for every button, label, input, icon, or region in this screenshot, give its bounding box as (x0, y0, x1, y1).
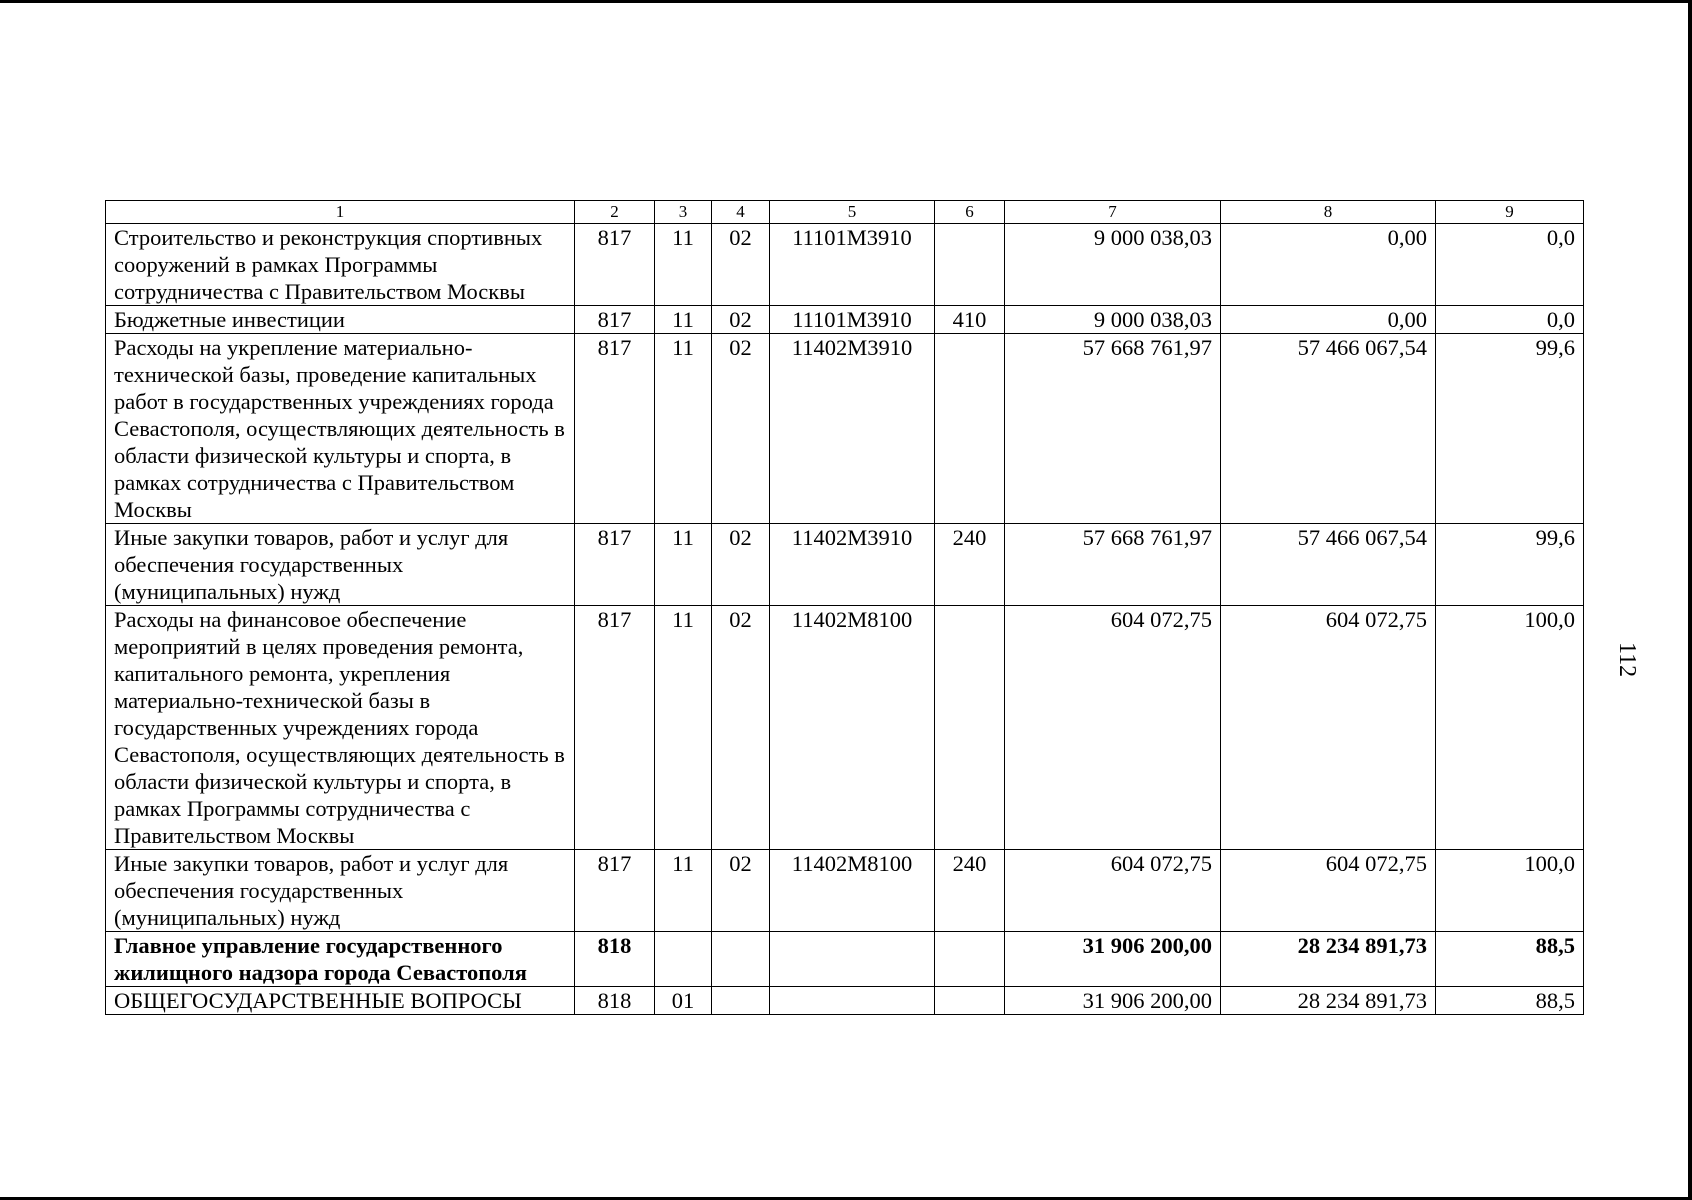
row-target-article-cell: 11402М3910 (770, 334, 935, 524)
row-expense-type-cell (935, 606, 1005, 850)
row-executed-cell: 57 466 067,54 (1221, 524, 1436, 606)
row-percent-cell: 99,6 (1436, 334, 1584, 524)
row-section-cell: 11 (655, 334, 712, 524)
row-target-article-cell (770, 987, 935, 1015)
row-section-cell: 01 (655, 987, 712, 1015)
row-code-cell: 817 (575, 334, 655, 524)
row-subsection-cell: 02 (712, 306, 770, 334)
column-header: 4 (712, 201, 770, 224)
row-approved-cell: 604 072,75 (1005, 606, 1221, 850)
column-header: 2 (575, 201, 655, 224)
row-target-article-cell: 11101М3910 (770, 306, 935, 334)
row-expense-type-cell (935, 224, 1005, 306)
row-target-article-cell: 11402М8100 (770, 606, 935, 850)
row-percent-cell: 0,0 (1436, 306, 1584, 334)
row-name-cell: ОБЩЕГОСУДАРСТВЕННЫЕ ВОПРОСЫ (106, 987, 575, 1015)
row-target-article-cell: 11402М3910 (770, 524, 935, 606)
row-name-cell: Иные закупки товаров, работ и услуг для обеспечения государственных (муниципальных) нужд (106, 850, 575, 932)
row-section-cell: 11 (655, 224, 712, 306)
row-section-cell: 11 (655, 850, 712, 932)
row-executed-cell: 604 072,75 (1221, 850, 1436, 932)
column-header-row (106, 201, 1584, 224)
row-code-cell: 817 (575, 606, 655, 850)
table-row (106, 850, 1584, 932)
row-expense-type-cell: 240 (935, 524, 1005, 606)
row-percent-cell: 88,5 (1436, 932, 1584, 987)
row-subsection-cell: 02 (712, 606, 770, 850)
row-section-cell (655, 932, 712, 987)
table-row (106, 932, 1584, 987)
row-percent-cell: 100,0 (1436, 850, 1584, 932)
column-header: 5 (770, 201, 935, 224)
table-row (106, 224, 1584, 306)
row-executed-cell: 28 234 891,73 (1221, 932, 1436, 987)
row-approved-cell: 57 668 761,97 (1005, 334, 1221, 524)
page-number: 112 (1614, 642, 1640, 678)
row-approved-cell: 9 000 038,03 (1005, 224, 1221, 306)
column-header: 7 (1005, 201, 1221, 224)
row-code-cell: 817 (575, 306, 655, 334)
row-percent-cell: 88,5 (1436, 987, 1584, 1015)
row-section-cell: 11 (655, 524, 712, 606)
column-header: 8 (1221, 201, 1436, 224)
table-row (106, 306, 1584, 334)
row-executed-cell: 57 466 067,54 (1221, 334, 1436, 524)
row-code-cell: 818 (575, 932, 655, 987)
row-subsection-cell (712, 932, 770, 987)
column-header: 9 (1436, 201, 1584, 224)
budget-table (105, 200, 1584, 1015)
table-row (106, 334, 1584, 524)
row-name-cell: Расходы на укрепление материально-технической базы, проведение капитальных работ в государственных учреждениях города Севастополя, осуществляющих деятельность в области физической культуры и спорта, в рамках сотрудничества с Правительством Москвы (106, 334, 575, 524)
row-name-cell: Главное управление государственного жилищного надзора города Севастополя (106, 932, 575, 987)
table-row (106, 524, 1584, 606)
row-subsection-cell (712, 987, 770, 1015)
row-code-cell: 817 (575, 224, 655, 306)
row-approved-cell: 57 668 761,97 (1005, 524, 1221, 606)
table-row (106, 606, 1584, 850)
row-percent-cell: 100,0 (1436, 606, 1584, 850)
column-header: 1 (106, 201, 575, 224)
row-approved-cell: 31 906 200,00 (1005, 932, 1221, 987)
row-approved-cell: 9 000 038,03 (1005, 306, 1221, 334)
row-name-cell: Бюджетные инвестиции (106, 306, 575, 334)
row-executed-cell: 0,00 (1221, 224, 1436, 306)
row-code-cell: 817 (575, 850, 655, 932)
row-executed-cell: 0,00 (1221, 306, 1436, 334)
row-subsection-cell: 02 (712, 524, 770, 606)
row-code-cell: 818 (575, 987, 655, 1015)
column-header: 3 (655, 201, 712, 224)
row-subsection-cell: 02 (712, 334, 770, 524)
row-percent-cell: 99,6 (1436, 524, 1584, 606)
row-section-cell: 11 (655, 606, 712, 850)
row-name-cell: Строительство и реконструкция спортивных сооружений в рамках Программы сотрудничества с Правительством Москвы (106, 224, 575, 306)
row-executed-cell: 604 072,75 (1221, 606, 1436, 850)
row-code-cell: 817 (575, 524, 655, 606)
row-expense-type-cell: 240 (935, 850, 1005, 932)
row-expense-type-cell: 410 (935, 306, 1005, 334)
row-expense-type-cell (935, 932, 1005, 987)
row-subsection-cell: 02 (712, 224, 770, 306)
row-percent-cell: 0,0 (1436, 224, 1584, 306)
row-name-cell: Расходы на финансовое обеспечение мероприятий в целях проведения ремонта, капитального ремонта, укрепления материально-технической базы в государственных учреждениях города Севастополя, осуществляющих деятельность в области физической культуры и спорта, в рамках Программы сотрудничества с Правительством Москвы (106, 606, 575, 850)
row-approved-cell: 604 072,75 (1005, 850, 1221, 932)
row-expense-type-cell (935, 987, 1005, 1015)
table-row (106, 987, 1584, 1015)
row-executed-cell: 28 234 891,73 (1221, 987, 1436, 1015)
row-target-article-cell (770, 932, 935, 987)
row-approved-cell: 31 906 200,00 (1005, 987, 1221, 1015)
row-expense-type-cell (935, 334, 1005, 524)
row-section-cell: 11 (655, 306, 712, 334)
column-header: 6 (935, 201, 1005, 224)
row-subsection-cell: 02 (712, 850, 770, 932)
row-target-article-cell: 11402М8100 (770, 850, 935, 932)
row-name-cell: Иные закупки товаров, работ и услуг для обеспечения государственных (муниципальных) нужд (106, 524, 575, 606)
row-target-article-cell: 11101М3910 (770, 224, 935, 306)
